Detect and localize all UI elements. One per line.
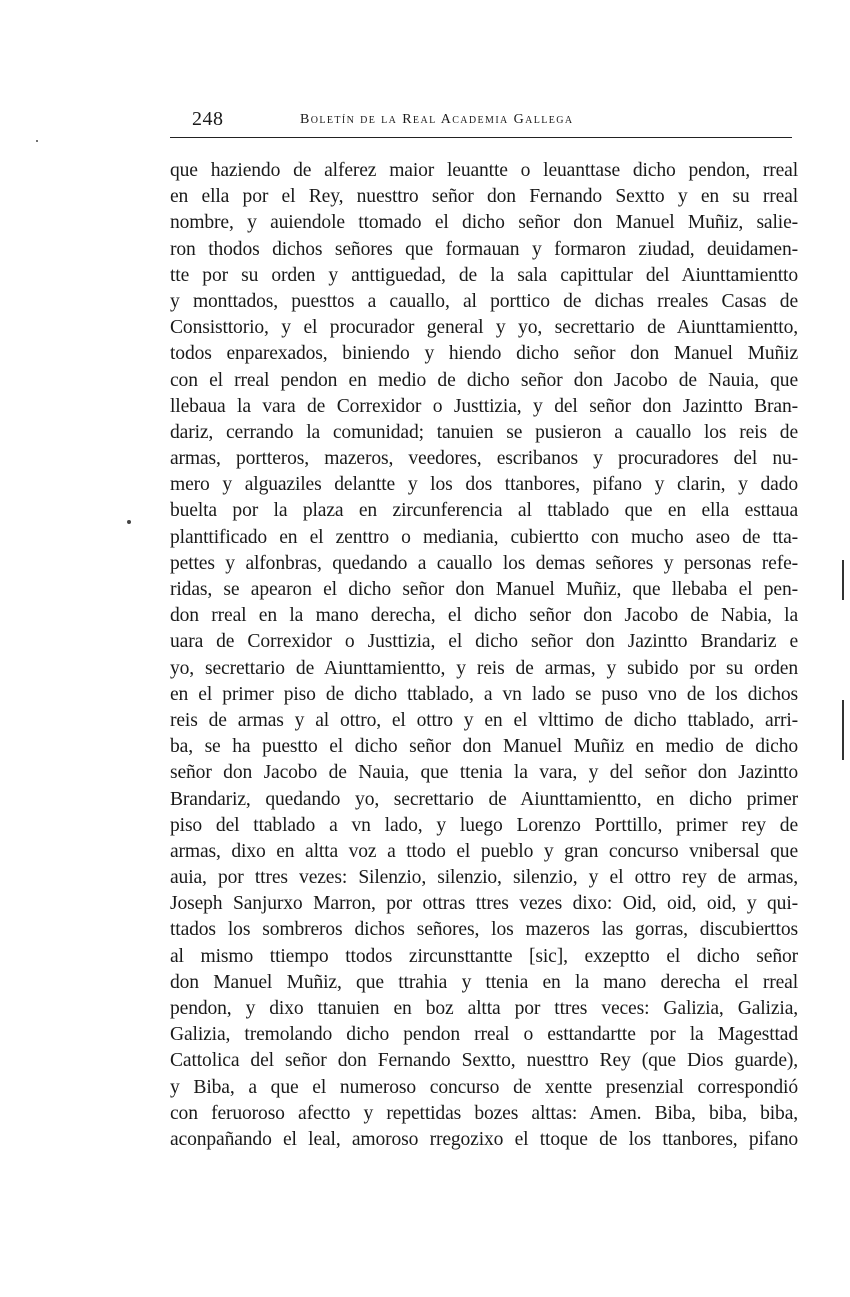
text-line: y monttados, puesttos a cauallo, al porttico de dichas rreales Casas de	[170, 290, 798, 312]
text-line: en el primer piso de dicho ttablado, a vn lado se puso vno de los dichos	[170, 683, 798, 705]
text-line: uara de Correxidor o Justtizia, el dicho señor don Jazintto Brandariz e	[170, 631, 798, 653]
text-line: que haziendo de alferez maior leuantte o leuanttase dicho pendon, rreal	[170, 160, 798, 181]
text-line: Joseph Sanjurxo Marron, por ottras ttres vezes dixo: Oid, oid, oid, y qui-	[170, 893, 798, 915]
scan-speck	[36, 140, 38, 142]
text-line: mero y alguaziles delantte y los dos ttanbores, pifano y clarin, y dado	[170, 474, 798, 496]
text-line: don rreal en la mano derecha, el dicho señor don Jacobo de Nabia, la	[170, 605, 798, 627]
text-line: planttificado en el zenttro o mediania, cubiertto con mucho aseo de tta-	[170, 526, 798, 548]
running-head	[170, 104, 792, 134]
scan-speck	[127, 520, 131, 524]
scan-edge-mark	[842, 560, 844, 600]
text-line: reis de armas y al ottro, el ottro y en el vlttimo de dicho ttablado, arri-	[170, 709, 798, 731]
page-number: 248	[192, 108, 224, 130]
text-line: armas, portteros, mazeros, veedores, escribanos y procuradores del nu-	[170, 448, 798, 470]
text-line: yo, secrettario de Aiunttamientto, y reis de armas, y subido por su orden	[170, 657, 798, 679]
text-line: al mismo ttiempo ttodos zircunsttantte [sic], exzeptto el dicho señor	[170, 945, 798, 967]
text-line: don Manuel Muñiz, que ttrahia y ttenia en la mano derecha el rreal	[170, 971, 798, 993]
text-line: señor don Jacobo de Nauia, que ttenia la vara, y del señor don Jazintto	[170, 762, 798, 784]
text-line: Consisttorio, y el procurador general y yo, secrettario de Aiunttamientto,	[170, 317, 798, 339]
text-line: Cattolica del señor don Fernando Sextto, nuesttro Rey (que Dios guarde),	[170, 1050, 798, 1072]
header-rule	[170, 137, 792, 138]
text-line: con el rreal pendon en medio de dicho señor don Jacobo de Nauia, que	[170, 369, 798, 391]
text-line: pendon, y dixo ttanuien en boz altta por ttres veces: Galizia, Galizia,	[170, 998, 798, 1019]
text-line: ron thodos dichos señores que formauan y formaron ziudad, deuidamen-	[170, 238, 798, 260]
text-line: Brandariz, quedando yo, secrettario de Aiunttamientto, en dicho primer	[170, 788, 798, 810]
text-line: ridas, se apearon el dicho señor don Manuel Muñiz, que llebaba el pen-	[170, 579, 798, 600]
text-line: Galizia, tremolando dicho pendon rreal o esttandartte por la Magesttad	[170, 1024, 798, 1046]
text-line: buelta por la plaza en zircunferencia al ttablado que en ella esttaua	[170, 500, 798, 522]
text-line: piso del ttablado a vn lado, y luego Lorenzo Porttillo, primer rey de	[170, 814, 798, 836]
text-line: con feruoroso afectto y repettidas bozes alttas: Amen. Biba, biba, biba,	[170, 1102, 798, 1124]
text-line: en ella por el Rey, nuesttro señor don Fernando Sextto y en su rreal	[170, 186, 798, 208]
journal-title: Boletín de la Real Academia Gallega	[300, 112, 574, 127]
text-line: llebaua la vara de Correxidor o Justtizia, y del señor don Jazintto Bran-	[170, 395, 798, 417]
text-line: ba, se ha puestto el dicho señor don Manuel Muñiz en medio de dicho	[170, 736, 798, 758]
text-line: dariz, cerrando la comunidad; tanuien se pusieron a cauallo los reis de	[170, 421, 798, 443]
text-line: pettes y alfonbras, quedando a cauallo los demas señores y personas refe-	[170, 552, 798, 574]
text-line: nombre, y auiendole ttomado el dicho señor don Manuel Muñiz, salie-	[170, 212, 798, 234]
text-line: aconpañando el leal, amoroso rregozixo el ttoque de los ttanbores, pifano	[170, 1128, 798, 1150]
text-line: auia, por ttres vezes: Silenzio, silenzio, silenzio, y el ottro rey de armas,	[170, 867, 798, 889]
scan-edge-mark	[842, 700, 844, 760]
body-text	[170, 158, 798, 1153]
text-line: tte por su orden y anttiguedad, de la sala capittular del Aiunttamientto	[170, 264, 798, 286]
text-line: ttados los sombreros dichos señores, los mazeros las gorras, discubierttos	[170, 919, 798, 941]
text-line: y Biba, a que el numeroso concurso de xentte presenzial correspondió	[170, 1076, 798, 1098]
text-line: todos enparexados, biniendo y hiendo dicho señor don Manuel Muñiz	[170, 343, 798, 365]
text-line: armas, dixo en altta voz a ttodo el pueblo y gran concurso vnibersal que	[170, 840, 798, 862]
